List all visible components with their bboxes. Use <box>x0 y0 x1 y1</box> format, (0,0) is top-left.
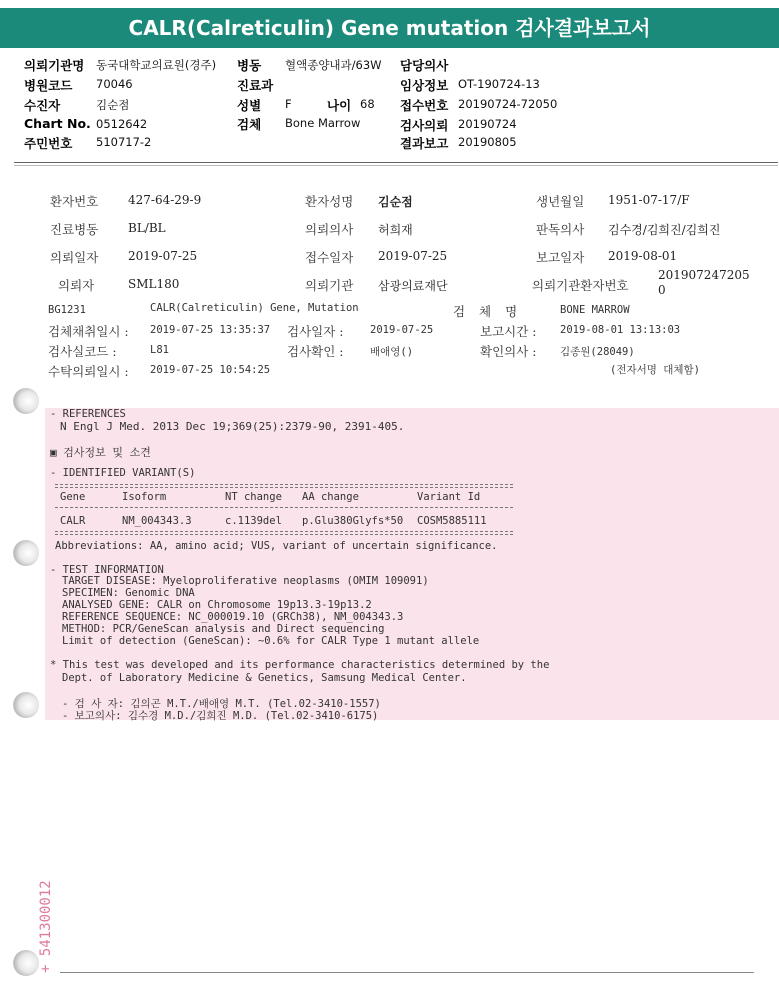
patient-fullname-label: 환자성명 <box>305 194 354 209</box>
clinical-info-value: OT-190724-13 <box>458 77 540 91</box>
variant-table-bottom-rule-2 <box>55 534 513 535</box>
section-title: ▣ 검사정보 및 소견 <box>50 446 151 459</box>
side-serial-number <box>28 860 62 975</box>
col-isoform: Isoform <box>122 491 167 503</box>
variant-table-top-rule <box>55 484 513 485</box>
receipt-day-label: 접수일자 <box>305 250 354 265</box>
specimen-value: Bone Marrow <box>285 116 361 130</box>
chart-no-label: Chart No. <box>24 116 91 131</box>
resident-no-label: 주민번호 <box>24 136 73 151</box>
institution-patient-no-value-2: 0 <box>658 283 666 297</box>
binder-hole-1 <box>13 388 39 414</box>
report-time-label: 보고시간 : <box>480 324 537 339</box>
variant-isoform: NM_004343.3 <box>122 515 192 527</box>
patient-name-label: 수진자 <box>24 98 61 113</box>
examiner-line: - 검 사 자: 김의곤 M.T./배애영 M.T. (Tel.02-3410-1557) <box>62 698 381 710</box>
binder-hole-3 <box>13 692 39 718</box>
ward-label: 병동 <box>237 58 262 73</box>
report-day-label: 보고일자 <box>536 250 585 265</box>
requesting-institution-value: 삼광의료재단 <box>378 279 448 293</box>
request-date-label: 검사의뢰 <box>400 118 449 133</box>
sex-label: 성별 <box>237 98 262 113</box>
institution-patient-no-label: 의뢰기관환자번호 <box>532 278 629 293</box>
test-confirm-label: 검사확인 : <box>287 344 344 359</box>
disclaimer-line-2: Dept. of Laboratory Medicine & Genetics, Samsung Medical Center. <box>62 672 467 684</box>
requesting-doctor-value: 허희재 <box>378 223 413 237</box>
header-divider-thin <box>14 165 778 166</box>
report-time-value: 2019-08-01 13:13:03 <box>560 324 681 336</box>
col-gene: Gene <box>60 491 86 503</box>
consignment-time-label: 수탁의뢰일시 : <box>48 364 129 379</box>
result-report-label: 결과보고 <box>400 136 449 151</box>
test-date-value: 2019-07-25 <box>370 324 434 336</box>
col-variant-id: Variant Id <box>417 491 481 503</box>
hospital-code-value: 70046 <box>96 77 133 91</box>
request-date-value: 20190724 <box>458 117 517 131</box>
variant-table-top-rule-2 <box>55 487 513 488</box>
test-information-title: - TEST INFORMATION <box>50 564 164 576</box>
specimen-dna: SPECIMEN: Genomic DNA <box>62 587 195 599</box>
patient-fullname-value: 김순점 <box>378 195 413 209</box>
test-name: CALR(Calreticulin) Gene, Mutation <box>150 302 359 314</box>
receipt-no-label: 접수번호 <box>400 98 449 113</box>
collection-time-value: 2019-07-25 13:35:37 <box>150 324 271 336</box>
receipt-day-value: 2019-07-25 <box>378 249 448 263</box>
variant-aa-change: p.Glu380Glyfs*50 <box>302 515 404 527</box>
clinical-info-label: 임상정보 <box>400 78 449 93</box>
collection-time-label: 검체채취일시 : <box>48 324 129 339</box>
care-ward-label: 진료병동 <box>50 222 99 237</box>
test-code: BG1231 <box>48 304 86 316</box>
birthdate-value: 1951-07-17/F <box>608 193 690 207</box>
lab-code-label: 검사실코드 : <box>48 344 117 359</box>
requesting-institution-label: 의뢰기관 <box>305 278 354 293</box>
requester-label: 의뢰자 <box>58 278 95 293</box>
references-title: - REFERENCES <box>50 408 126 420</box>
variant-table-bottom-rule <box>55 531 513 532</box>
chart-no-value: 0512642 <box>96 117 148 131</box>
reference-sequence: REFERENCE SEQUENCE: NC_000019.10 (GRCh38), NM_004343.3 <box>62 611 404 623</box>
col-aa-change: AA change <box>302 491 359 503</box>
lab-code-value: L81 <box>150 344 169 356</box>
target-disease: TARGET DISEASE: Myeloproliferative neoplasms (OMIM 109091) <box>62 575 429 587</box>
request-day-label: 의뢰일자 <box>50 250 99 265</box>
analysed-gene: ANALYSED GENE: CALR on Chromosome 19p13.3-19p13.2 <box>62 599 372 611</box>
report-day-value: 2019-08-01 <box>608 249 678 263</box>
age-label: 나이 <box>327 98 352 113</box>
variant-gene: CALR <box>60 515 86 527</box>
variant-nt-change: c.1139del <box>225 515 282 527</box>
references-text: N Engl J Med. 2013 Dec 19;369(25):2379-90, 2391-405. <box>60 420 405 433</box>
test-confirm-value: 배애영() <box>370 346 414 358</box>
test-date-label: 검사일자 : <box>287 324 344 339</box>
method: METHOD: PCR/GeneScan analysis and Direct sequencing <box>62 623 385 635</box>
age-value: 68 <box>360 97 375 111</box>
specimen-name-value: BONE MARROW <box>560 304 630 316</box>
requester-value: SML180 <box>128 277 180 291</box>
institution-value: 동국대학교의료원(경주) <box>96 58 217 72</box>
binder-hole-2 <box>13 540 39 566</box>
limit-of-detection: Limit of detection (GeneScan): ~0.6% for CALR Type 1 mutant allele <box>62 635 480 647</box>
reading-doctor-value: 김수경/김희진/김희진 <box>608 223 721 237</box>
reporter-line: - 보고의사: 김수경 M.D./김희진 M.D. (Tel.02-3410-6175) <box>62 710 379 722</box>
confirm-doctor-label: 확인의사 : <box>480 344 537 359</box>
request-day-value: 2019-07-25 <box>128 249 198 263</box>
result-report-value: 20190805 <box>458 135 517 149</box>
patient-no-value: 427-64-29-9 <box>128 193 202 207</box>
col-nt-change: NT change <box>225 491 282 503</box>
abbreviations: Abbreviations: AA, amino acid; VUS, variant of uncertain significance. <box>55 540 498 552</box>
specimen-label: 검체 <box>237 117 262 132</box>
hospital-code-label: 병원코드 <box>24 78 73 93</box>
receipt-no-value: 20190724-72050 <box>458 97 558 111</box>
doctor-label: 담당의사 <box>400 58 449 73</box>
ward-value: 혈액종양내과/63W <box>285 58 382 72</box>
reading-doctor-label: 판독의사 <box>536 222 585 237</box>
svg-text:+ 541300012: + 541300012 <box>38 880 54 973</box>
birthdate-label: 생년월일 <box>536 194 585 209</box>
bottom-divider <box>60 972 754 973</box>
department-label: 진료과 <box>237 78 274 93</box>
patient-no-label: 환자번호 <box>50 194 99 209</box>
variant-id: COSM5885111 <box>417 515 487 527</box>
resident-no-value: 510717-2 <box>96 135 152 149</box>
identified-variants-title: - IDENTIFIED VARIANT(S) <box>50 467 196 479</box>
specimen-name-label: 검 체 명 <box>453 304 518 319</box>
signature-note: (전자서명 대체함) <box>610 364 700 376</box>
requesting-doctor-label: 의뢰의사 <box>305 222 354 237</box>
sex-value: F <box>285 97 292 111</box>
header-divider <box>14 162 778 163</box>
patient-name-value: 김순점 <box>96 98 130 112</box>
report-title: CALR(Calreticulin) Gene mutation 검사결과보고서 <box>0 8 779 48</box>
care-ward-value: BL/BL <box>128 221 166 235</box>
confirm-doctor-value: 김종원(28049) <box>560 346 635 358</box>
institution-patient-no-value-1: 201907247205 <box>658 268 750 282</box>
variant-table-header-rule <box>55 507 513 508</box>
consignment-time-value: 2019-07-25 10:54:25 <box>150 364 271 376</box>
disclaimer-line-1: * This test was developed and its performance characteristics determined by the <box>50 659 550 671</box>
institution-label: 의뢰기관명 <box>24 58 85 73</box>
